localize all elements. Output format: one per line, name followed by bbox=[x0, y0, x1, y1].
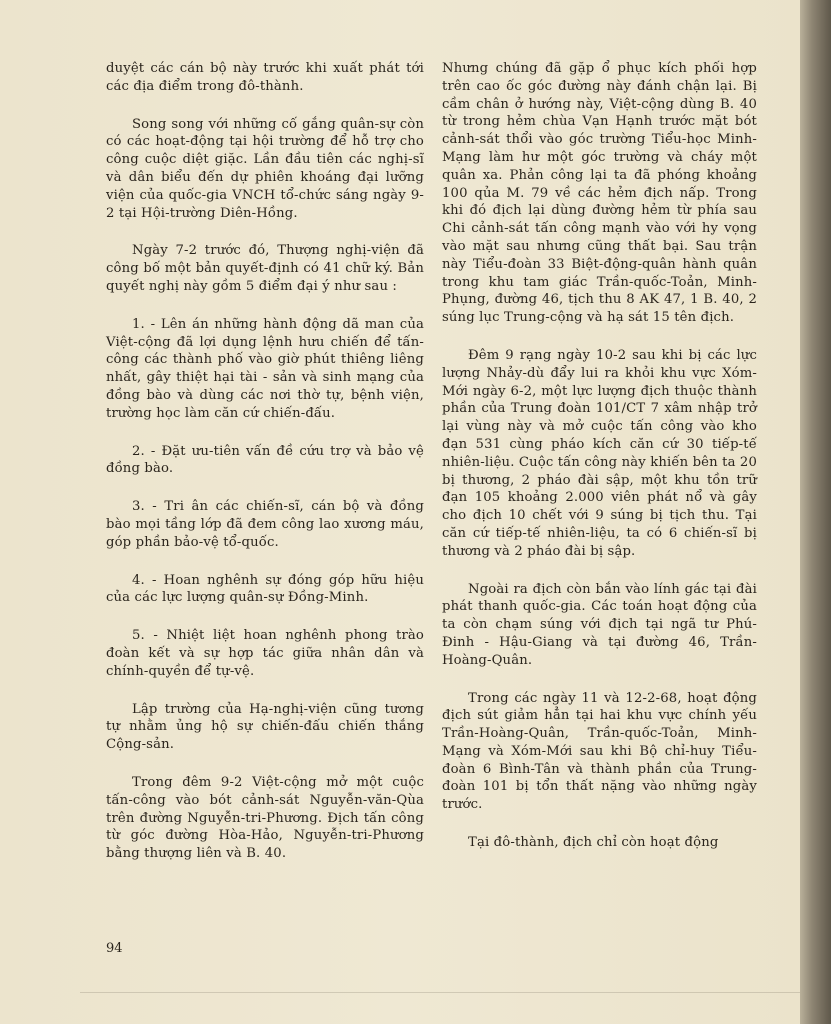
paragraph: Ngày 7-2 trước đó, Thượng nghị-viện đã công bố một bản quyết-định có 41 chữ ký. Bản quyết nghị này gồm 5 điểm đại ý như sau : bbox=[106, 243, 424, 294]
book-spine-edge bbox=[800, 0, 831, 1024]
paragraph: Trong đêm 9-2 Việt-cộng mở một cuộc tấn-công vào bót cảnh-sát Nguyễn-văn-Qùa trên đường Nguyễn-tri-Phương. Địch tấn công từ góc đường Hòa-Hảo, Nguyễn-tri-Phương bằng thượng liên và B. 40. bbox=[106, 774, 424, 862]
page-number: 94 bbox=[106, 941, 123, 956]
resolution-point-4: 4. - Hoan nghênh sự đóng góp hữu hiệu của các lực lượng quân-sự Đồng-Minh. bbox=[106, 572, 424, 606]
resolution-point-2: 2. - Đặt ưu-tiên vấn đề cứu trợ và bảo vệ đồng bào. bbox=[106, 443, 424, 477]
resolution-point-3: 3. - Tri ân các chiến-sĩ, cán bộ và đồng bào mọi tầng lớp đã đem công lao xương máu, góp phần bảo-vệ tổ-quốc. bbox=[106, 499, 424, 550]
paragraph: Nhưng chúng đã gặp ổ phục kích phối hợp trên cao ốc góc đường này đánh chận lại. Bị cầm chân ở hướng này, Việt-cộng dùng B. 40 từ trong hẻm chùa Vạn Hạnh trước mặt bót cảnh-sát thổi vào góc trường Tiểu-học Minh-Mạng làm hư một góc trường và cháy một quân xa. Phản công lại ta đã phóng khoảng 100 qủa M. 79 về các hẻm địch nấp. Trong khi đó địch lại dùng đường hẻm từ phía sau Chi cảnh-sát tấn công mạnh vào với hy vọng vào mặt sau nhưng cũng thất bại. Sau trận này Tiểu-đoàn 33 Biệt-động-quân hành quân trong khu tam giác Trần-quốc-Toản, Minh-Phụng, đường 46, tịch thu 8 AK 47, 1 B. 40, 2 súng lục Trung-cộng và hạ sát 15 tên địch. bbox=[442, 61, 757, 326]
paragraph: Song song với những cố gắng quân-sự còn có các hoạt-động tại hội trường để hỗ trợ cho công cuộc diệt giặc. Lần đầu tiên các nghị-sĩ và dân biểu đến dự phiên khoáng đại lưỡng viện của quốc-gia VNCH tổ-chức sáng ngày 9-2 tại Hội-trường Diên-Hồng. bbox=[106, 116, 424, 221]
paragraph: duyệt các cán bộ này trước khi xuất phát tới các địa điểm trong đô-thành. bbox=[106, 61, 424, 94]
paragraph: Ngoài ra địch còn bắn vào lính gác tại đài phát thanh quốc-gia. Các toán hoạt động của ta còn chạm súng với địch tại ngã tư Phú-Đinh - Hậu-Giang và tại đường 46, Trần-Hoàng-Quân. bbox=[442, 581, 757, 668]
paragraph: Lập trường của Hạ-nghị-viện cũng tương tự nhằm ủng hộ sự chiến-đấu chiến thắng Cộng-sản. bbox=[106, 701, 424, 753]
paragraph: Đêm 9 rạng ngày 10-2 sau khi bị các lực lượng Nhảy-dù đẩy lui ra khỏi khu vực Xóm-Mới ngày 6-2, một lực lượng địch thuộc thành phần của Trung đoàn 101/CT 7 xâm nhập trở lại vùng này và mở cuộc tấn công vào kho đạn 531 cùng pháo kích căn cứ 30 tiếp-tế nhiên-liệu. Cuộc tấn công này khiến bên ta 20 bị thương, 2 pháo đài sập, một khu tồn trữ đạn 105 khoảng 2.000 viên phát nổ và gây cho địch 10 chết với 9 súng bị tịch thu. Tại căn cứ tiếp-tế nhiên-liệu, ta có 6 chiến-sĩ bị thương và 2 pháo đài bị sập. bbox=[442, 347, 758, 559]
left-column bbox=[106, 60, 424, 883]
resolution-point-5: 5. - Nhiệt liệt hoan nghênh phong trào đoàn kết và sự hợp tác giữa nhân dân và chính-quyền để tự-vệ. bbox=[106, 628, 424, 679]
paragraph: Tại đô-thành, địch chỉ còn hoạt động bbox=[468, 835, 719, 851]
page-bleed-line bbox=[80, 992, 800, 993]
right-column bbox=[442, 60, 757, 872]
resolution-point-1: 1. - Lên án những hành động dã man của Việt-cộng đã lợi dụng lệnh hưu chiến để tấn-công các thành phố vào giờ phút thiêng liêng nhất, gây thiệt hại tài - sản và sinh mạng của đồng bào và dùng các nơi thờ tự, bệnh viện, trường học làm căn cứ chiến-đấu. bbox=[106, 316, 424, 421]
paragraph: Trong các ngày 11 và 12-2-68, hoạt động địch sút giảm hẳn tại hai khu vực chính yếu Trần-Hoàng-Quân, Trần-quốc-Toản, Minh-Mạng và Xóm-Mới sau khi Bộ chỉ-huy Tiểu-đoàn 6 Bình-Tân và thành phần của Trung-đoàn 101 bị tổn thất nặng vào những ngày trước. bbox=[442, 690, 757, 813]
